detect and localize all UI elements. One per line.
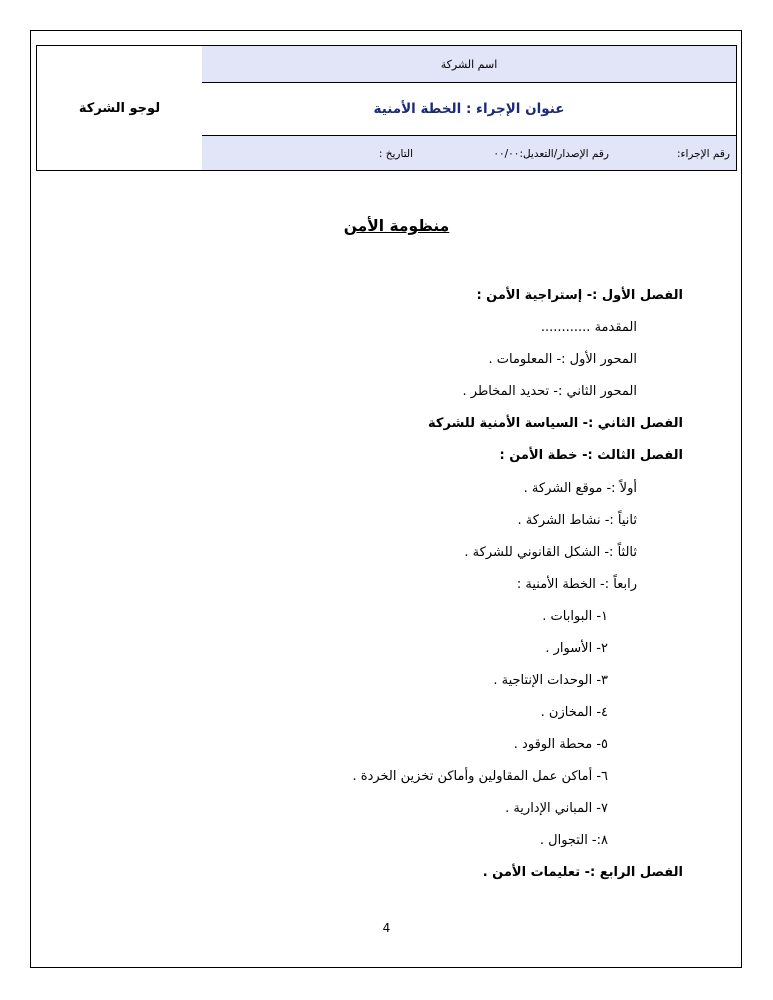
plan-item-6: ٦- أماكن عمل المقاولين وأماكن تخزين الخردة . <box>352 769 608 784</box>
chapter-3-fourth: رابعاً :- الخطة الأمنية : <box>516 577 637 592</box>
procedure-meta-row <box>202 136 736 170</box>
date-label: التاريخ : <box>378 148 413 160</box>
chapter-3-third: ثالثاً :- الشكل القانوني للشركة . <box>464 545 637 560</box>
plan-item-1: ١- البوابات . <box>542 609 608 624</box>
chapter-1-axis-1: المحور الأول :- المعلومات . <box>488 352 637 367</box>
plan-item-3: ٣- الوحدات الإنتاجية . <box>493 673 608 688</box>
procedure-number-label: رقم الإجراء: <box>677 148 730 160</box>
chapter-3-second: ثانياً :- نشاط الشركة . <box>517 513 637 528</box>
revision-label: رقم الإصدار/التعديل:٠٠/٠٠ <box>493 148 609 160</box>
plan-item-5: ٥- محطة الوقود . <box>513 737 608 752</box>
chapter-1-axis-2: المحور الثاني :- تحديد المخاطر . <box>462 384 637 399</box>
chapter-2-heading: الفصل الثاني :- السياسة الأمنية للشركة <box>428 416 683 431</box>
chapter-3-first: أولاً :- موقع الشركة . <box>523 481 637 496</box>
procedure-title: عنوان الإجراء : الخطة الأمنية <box>202 83 736 136</box>
plan-item-4: ٤- المخازن . <box>540 705 608 720</box>
chapter-1-intro: المقدمة ............ <box>540 320 637 335</box>
chapter-4-heading: الفصل الرابع :- تعليمات الأمن . <box>482 865 683 880</box>
company-logo-placeholder: لوجو الشركة <box>37 46 203 170</box>
plan-item-8: ٨:- التجوال . <box>539 833 608 848</box>
plan-item-2: ٢- الأسوار . <box>545 641 608 656</box>
page-number: 4 <box>382 921 391 935</box>
document-header <box>36 45 737 171</box>
company-name: اسم الشركة <box>202 46 736 83</box>
chapter-3-heading: الفصل الثالث :- خطة الأمن : <box>499 448 683 463</box>
plan-item-7: ٧- المباني الإدارية . <box>505 801 608 816</box>
document-title: منظومة الأمن <box>343 217 450 235</box>
chapter-1-heading: الفصل الأول :- إستراجية الأمن : <box>476 288 683 303</box>
